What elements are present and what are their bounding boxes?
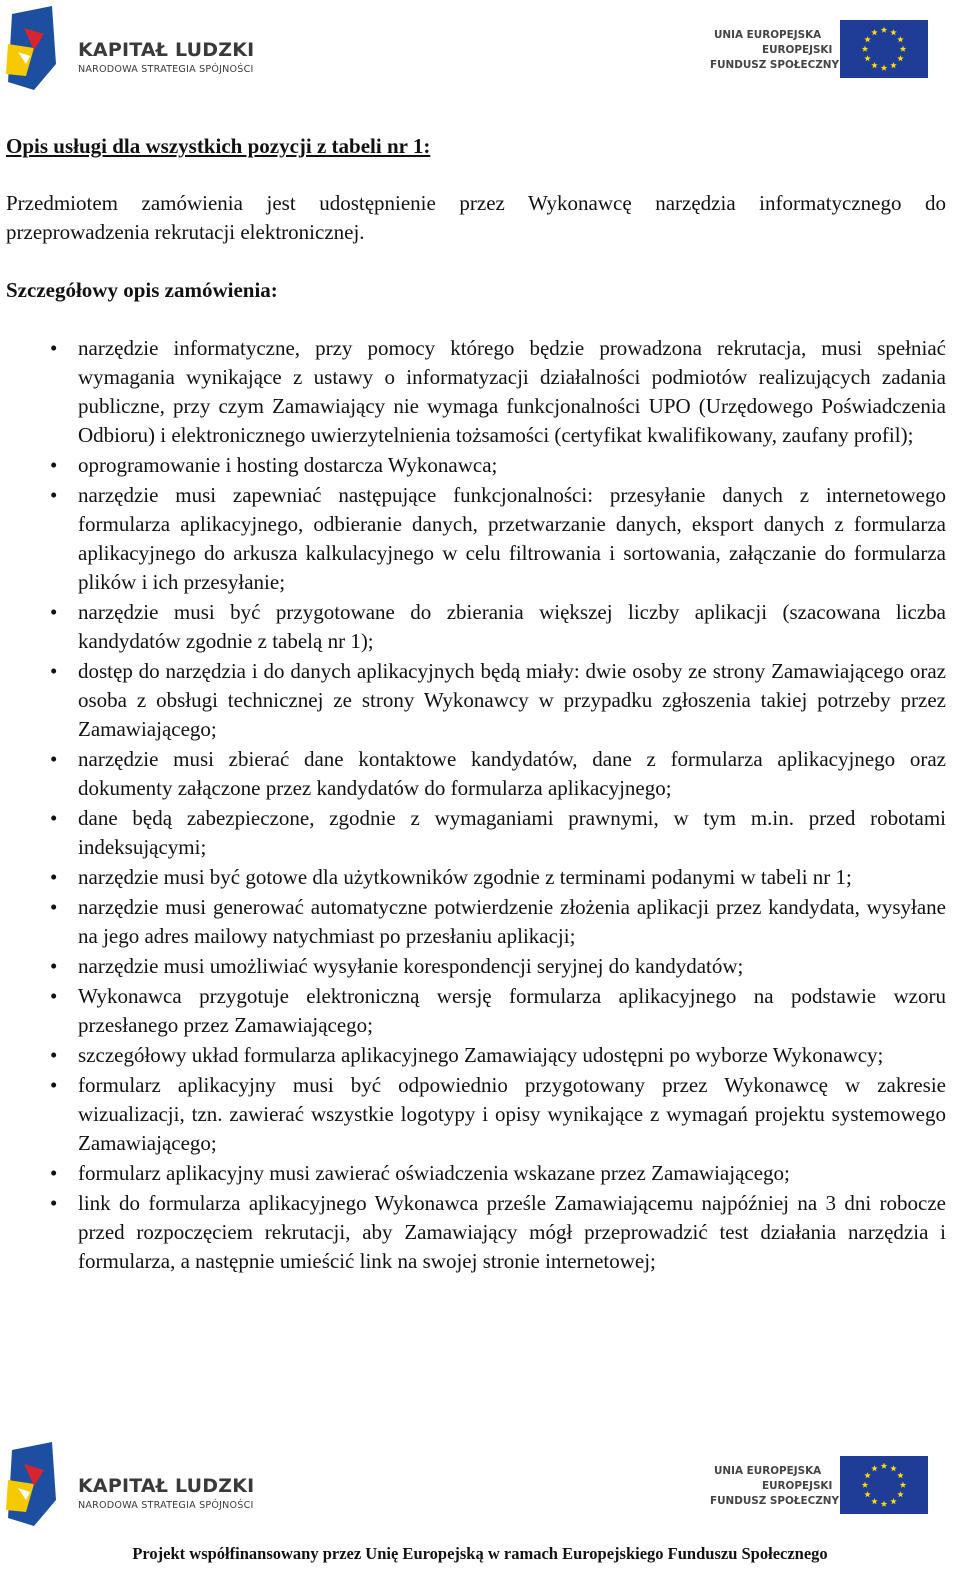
list-item-text: Wykonawca przygotuje elektroniczną wersję formularza aplikacyjnego na podstawie wzoru przesłanego przez Zamawiającego; <box>78 984 946 1037</box>
footer-note: Projekt współfinansowany przez Unię Europejską w ramach Europejskiego Funduszu Społecznego <box>132 1544 828 1563</box>
footer-eu-logo <box>706 1454 932 1518</box>
kapital-ludzki-logo <box>4 4 284 96</box>
list-item <box>6 1189 946 1276</box>
bullet-icon: • <box>50 483 58 507</box>
bullet-icon: • <box>50 895 58 919</box>
list-item <box>6 863 946 892</box>
list-item <box>6 804 946 862</box>
bullet-icon: • <box>50 1191 58 1215</box>
list-item <box>6 1041 946 1070</box>
intro-paragraph: Przedmiotem zamówienia jest udostępnienie przez Wykonawcę narzędzia informatycznego do przeprowadzenia rekrutacji elektronicznej. <box>6 191 946 244</box>
bullet-icon: • <box>50 659 58 683</box>
list-item <box>6 334 946 450</box>
details-subheading: Szczegółowy opis zamówienia: <box>6 278 278 302</box>
list-item-text: narzędzie informatyczne, przy pomocy którego będzie prowadzona rekrutacja, musi spełniać wymagania wynikające z ustawy o informatyzacji działalności podmiotów realizujących zadania publiczne, przy czym Zamawiający nie wymaga funkcjonalności UPO (Urzędowego Poświadczenia Odbioru) i elektronicznego uwierzytelnienia tożsamości (certyfikat kwalifikowany, zaufany profil); <box>78 336 946 447</box>
list-item <box>6 893 946 951</box>
eu-line3: FUNDUSZ SPOŁECZNY <box>710 59 840 71</box>
list-item <box>6 481 946 597</box>
eu-line2: EUROPEJSKI <box>762 1480 833 1492</box>
kl-subtitle: NARODOWA STRATEGIA SPÓJNOŚCI <box>78 1500 254 1511</box>
list-item-text: narzędzie musi generować automatyczne potwierdzenie złożenia aplikacji przez kandydata, wysyłane na jego adres mailowy natychmiast po przesłaniu aplikacji; <box>78 895 946 948</box>
eu-line3: FUNDUSZ SPOŁECZNY <box>710 1495 840 1507</box>
kl-subtitle: NARODOWA STRATEGIA SPÓJNOŚCI <box>78 64 254 75</box>
list-item <box>6 745 946 803</box>
list-item-text: narzędzie musi być gotowe dla użytkowników zgodnie z terminami podanymi w tabeli nr 1; <box>78 865 852 889</box>
document-heading: Opis usługi dla wszystkich pozycji z tabeli nr 1: <box>6 134 431 158</box>
bullet-icon: • <box>50 984 58 1008</box>
list-item <box>6 451 946 480</box>
kapital-ludzki-emblem-icon <box>4 1440 284 1532</box>
list-item-text: oprogramowanie i hosting dostarcza Wykonawca; <box>78 453 498 477</box>
eu-line1: UNIA EUROPEJSKA <box>714 29 822 41</box>
bullet-icon: • <box>50 747 58 771</box>
list-item <box>6 982 946 1040</box>
eu-line1: UNIA EUROPEJSKA <box>714 1465 822 1477</box>
list-item-text: formularz aplikacyjny musi być odpowiednio przygotowany przez Wykonawcę w zakresie wizualizacji, tzn. zawierać wszystkie logotypy i opisy wynikające z wymagań projektu systemowego Zamawiającego; <box>78 1073 946 1155</box>
list-item-text: narzędzie musi zbierać dane kontaktowe kandydatów, dane z formularza aplikacyjnego oraz dokumenty załączone przez kandydatów do formularza aplikacyjnego; <box>78 747 946 800</box>
list-item-text: link do formularza aplikacyjnego Wykonawca prześle Zamawiającemu najpóźniej na 3 dni robocze przed rozpoczęciem rekrutacji, aby Zamawiający mógł przeprowadzić test działania narzędzia i formularza, a następnie umieścić link na swojej stronie internetowej; <box>78 1191 946 1273</box>
eu-logo <box>706 18 932 82</box>
bullet-icon: • <box>50 336 58 360</box>
bullet-icon: • <box>50 1161 58 1185</box>
bullet-icon: • <box>50 453 58 477</box>
bullet-icon: • <box>50 806 58 830</box>
kl-title: KAPITAŁ LUDZKI <box>78 1475 255 1497</box>
eu-line2: EUROPEJSKI <box>762 44 833 56</box>
list-item-text: szczegółowy układ formularza aplikacyjnego Zamawiający udostępni po wyborze Wykonawcy; <box>78 1043 884 1067</box>
list-item-text: narzędzie musi umożliwiać wysyłanie korespondencji seryjnej do kandydatów; <box>78 954 744 978</box>
list-item-text: narzędzie musi być przygotowane do zbierania większej liczby aplikacji (szacowana liczba kandydatów zgodnie z tabelą nr 1); <box>78 600 946 653</box>
footer-kapital-ludzki-logo <box>4 1440 284 1532</box>
kapital-ludzki-emblem-icon <box>4 4 284 96</box>
bullet-icon: • <box>50 865 58 889</box>
bullet-icon: • <box>50 1073 58 1097</box>
list-item-text: dostęp do narzędzia i do danych aplikacyjnych będą miały: dwie osoby ze strony Zamawiającego oraz osoba z obsługi technicznej ze strony Wykonawcy w przypadku zgłoszenia takiej potrzeby przez Zamawiającego; <box>78 659 946 741</box>
bullet-icon: • <box>50 1043 58 1067</box>
list-item <box>6 1159 946 1188</box>
bullet-icon: • <box>50 600 58 624</box>
eu-flag-emblem-icon <box>706 18 932 82</box>
list-item <box>6 598 946 656</box>
list-item <box>6 952 946 981</box>
list-item-text: formularz aplikacyjny musi zawierać oświadczenia wskazane przez Zamawiającego; <box>78 1161 790 1185</box>
list-item-text: narzędzie musi zapewniać następujące funkcjonalności: przesyłanie danych z internetowego formularza aplikacyjnego, odbieranie danych, przetwarzanie danych, eksport danych z formularza aplikacyjnego do arkusza kalkulacyjnego w celu filtrowania i sortowania, załączanie do formularza plików i ich przesyłanie; <box>78 483 946 594</box>
bullet-icon: • <box>50 954 58 978</box>
list-item <box>6 1071 946 1158</box>
list-item-text: dane będą zabezpieczone, zgodnie z wymaganiami prawnymi, w tym m.in. przed robotami indeksującymi; <box>78 806 946 859</box>
eu-flag-emblem-icon <box>706 1454 932 1518</box>
list-item <box>6 657 946 744</box>
requirements-list <box>6 334 946 1276</box>
kl-title: KAPITAŁ LUDZKI <box>78 39 255 61</box>
document-body <box>6 132 946 1277</box>
